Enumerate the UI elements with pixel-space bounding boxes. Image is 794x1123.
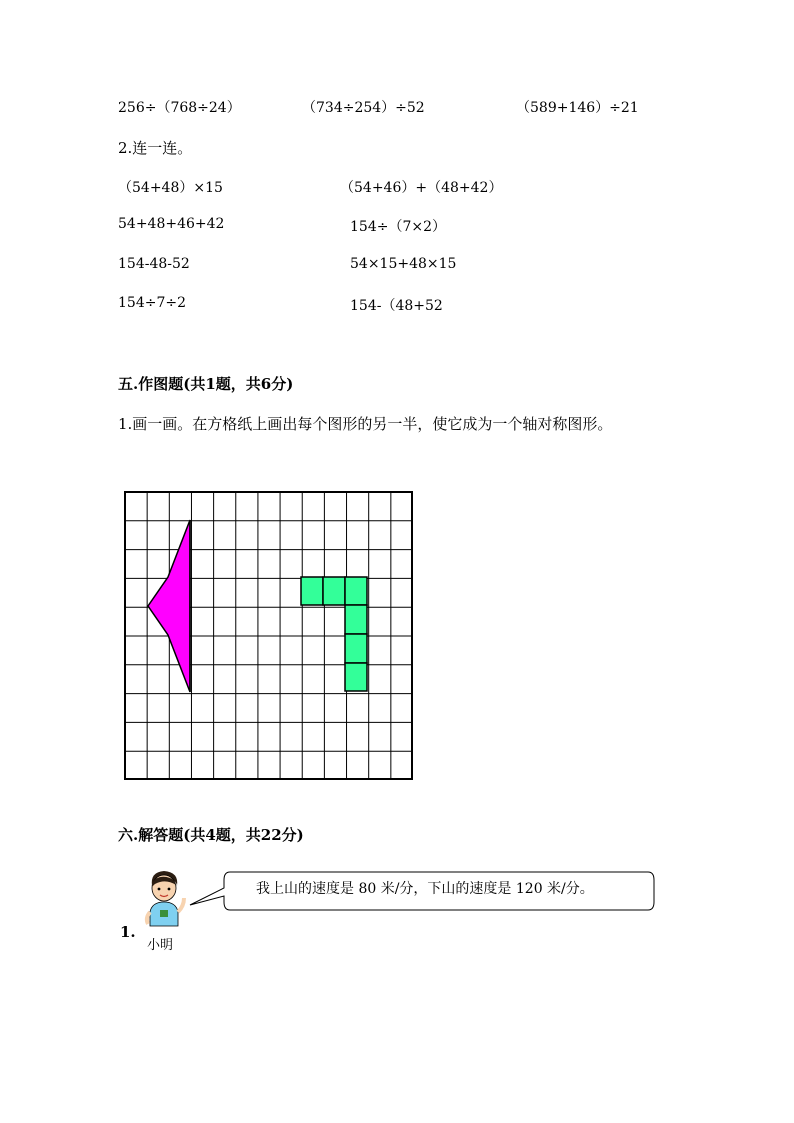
connect-right-4: 154-（48+52: [350, 298, 443, 314]
connect-right-1: （54+46）+（48+42）: [340, 180, 503, 196]
expression-1: 256÷（768÷24）: [118, 100, 241, 116]
section-6-heading: 六.解答题(共4题，共22分): [118, 826, 304, 844]
green-shape: [301, 577, 367, 691]
expression-2: （734÷254）÷52: [302, 100, 425, 116]
connect-left-1: （54+48）×15: [118, 180, 223, 196]
section-5-question: 1.画一画。在方格纸上画出每个图形的另一半，使它成为一个轴对称图形。: [118, 415, 613, 433]
connect-left-3: 154-48-52: [118, 256, 190, 272]
boy-name: 小明: [147, 938, 174, 953]
question-number: 1.: [120, 923, 136, 941]
connect-left-2: 54+48+46+42: [118, 216, 225, 232]
connect-title: 2.连一连。: [118, 139, 193, 157]
connect-right-2: 154÷（7×2）: [350, 219, 446, 235]
boy-avatar: [138, 868, 190, 936]
expression-3: （589+146）÷21: [516, 100, 639, 116]
connect-left-4: 154÷7÷2: [118, 295, 186, 311]
section-5-heading: 五.作图题(共1题，共6分): [118, 375, 294, 393]
speech-text: 我上山的速度是 80 米/分，下山的速度是 120 米/分。: [256, 881, 594, 897]
grid-figure: [124, 491, 414, 781]
connect-right-3: 54×15+48×15: [350, 256, 457, 272]
